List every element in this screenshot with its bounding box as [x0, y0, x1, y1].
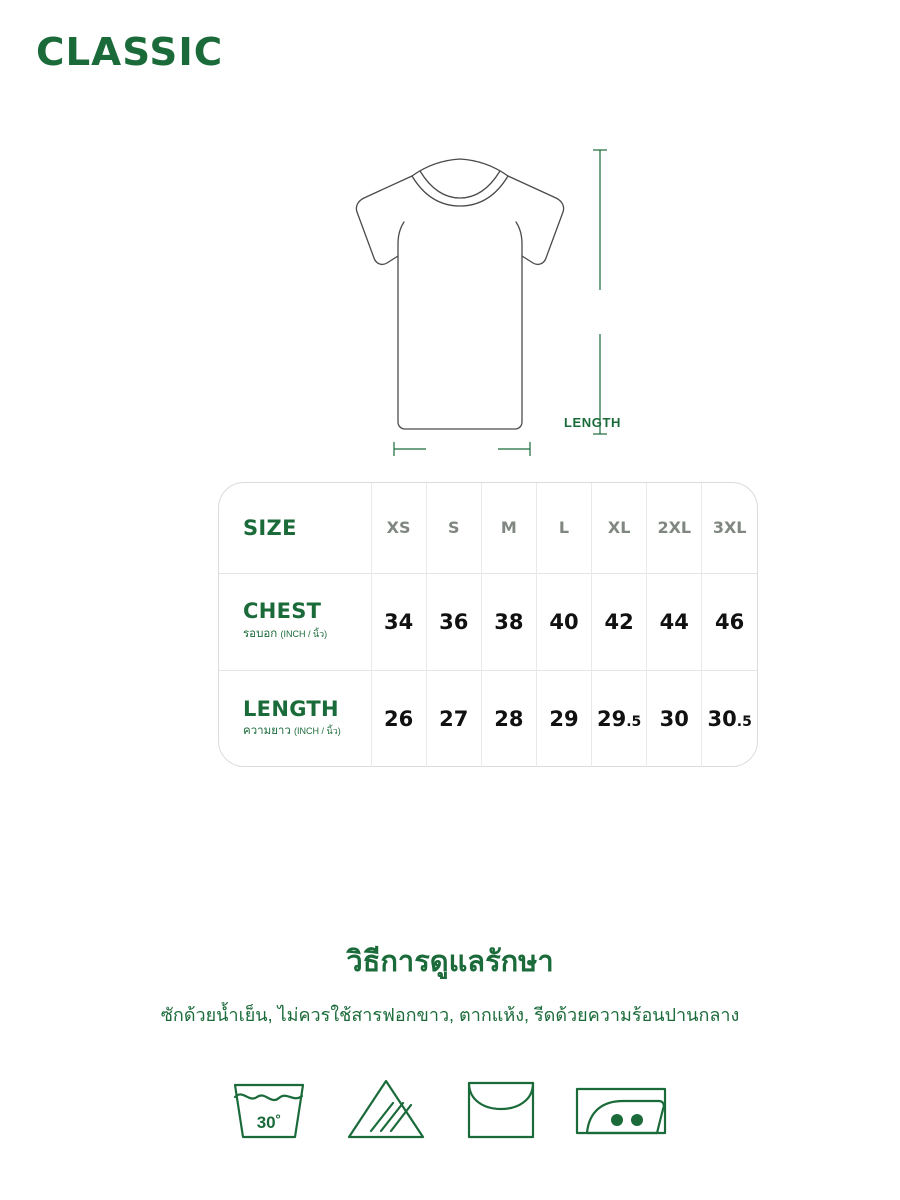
row-label-chest-unit: (INCH / นิ้ว) — [280, 628, 328, 639]
length-value-s — [426, 670, 481, 767]
column-header-xl: XL — [592, 483, 647, 573]
brand-logo: CLASSIC — [36, 30, 224, 74]
row-label-chest — [219, 573, 371, 670]
row-label-chest-th — [243, 625, 371, 643]
row-label-chest-en: CHEST — [243, 599, 322, 624]
size-table — [219, 483, 757, 767]
column-header-3xl: 3XL — [702, 483, 757, 573]
line-dry-icon — [463, 1075, 539, 1147]
wash-30-icon — [229, 1075, 309, 1147]
length-value-3xl-int: 30 — [707, 706, 737, 731]
length-value-xl-frac: .5 — [626, 713, 642, 730]
do-not-bleach-icon — [341, 1075, 431, 1147]
row-label-chest-th-text: รอบอก — [243, 627, 278, 640]
table-row-chest — [219, 573, 757, 670]
column-header-2xl: 2XL — [647, 483, 702, 573]
length-value-xl — [592, 670, 647, 767]
chest-guide — [392, 438, 532, 460]
chest-value-m: 38 — [481, 573, 536, 670]
table-row-length — [219, 670, 757, 767]
chest-value-s: 36 — [426, 573, 481, 670]
length-value-l-int: 29 — [549, 706, 579, 731]
chest-value-xl: 42 — [592, 573, 647, 670]
chest-value-xs: 34 — [371, 573, 426, 670]
length-value-3xl — [702, 670, 757, 767]
table-header-row — [219, 483, 757, 573]
chest-value-l: 40 — [536, 573, 591, 670]
length-value-m — [481, 670, 536, 767]
care-instructions-text: ซักด้วยน้ำเย็น, ไม่ควรใช้สารฟอกขาว, ตากแห้ง, รีดด้วยความร้อนปานกลาง — [160, 1005, 740, 1025]
row-label-length-unit: (INCH / นิ้ว) — [294, 725, 341, 736]
iron-medium-heat-icon — [571, 1075, 671, 1147]
length-guide-label: LENGTH — [564, 415, 622, 430]
length-value-xs — [371, 670, 426, 767]
length-value-m-int: 28 — [494, 706, 524, 731]
care-title: วิธีการดูแลรักษา — [346, 944, 554, 978]
length-value-2xl — [647, 670, 702, 767]
length-guide — [585, 148, 615, 438]
column-header-m: M — [481, 483, 536, 573]
row-label-length-th — [243, 722, 371, 740]
garment-illustration — [0, 120, 900, 470]
length-value-xs-int: 26 — [383, 706, 414, 731]
column-header-xs: XS — [371, 483, 426, 573]
length-value-s-int: 27 — [439, 706, 469, 731]
chest-value-3xl: 46 — [702, 573, 757, 670]
length-value-3xl-frac: .5 — [736, 713, 752, 730]
iron-dot-2 — [631, 1114, 643, 1126]
length-value-xl-int: 29 — [596, 706, 627, 731]
column-header-s: S — [426, 483, 481, 573]
length-value-l — [536, 670, 591, 767]
length-value-2xl-int: 30 — [659, 706, 689, 731]
size-table-card — [218, 482, 758, 767]
chest-value-2xl: 44 — [647, 573, 702, 670]
row-label-length-en: LENGTH — [243, 696, 339, 721]
care-icons-row — [0, 1075, 900, 1147]
tshirt-outline-icon — [300, 140, 620, 440]
row-label-length-th-text: ความยาว — [243, 724, 291, 737]
iron-dot-1 — [611, 1114, 623, 1126]
column-header-l: L — [536, 483, 591, 573]
wash-temp-label: 30˚ — [256, 1113, 282, 1132]
row-label-length — [219, 670, 371, 767]
size-header-label: SIZE — [243, 515, 297, 540]
